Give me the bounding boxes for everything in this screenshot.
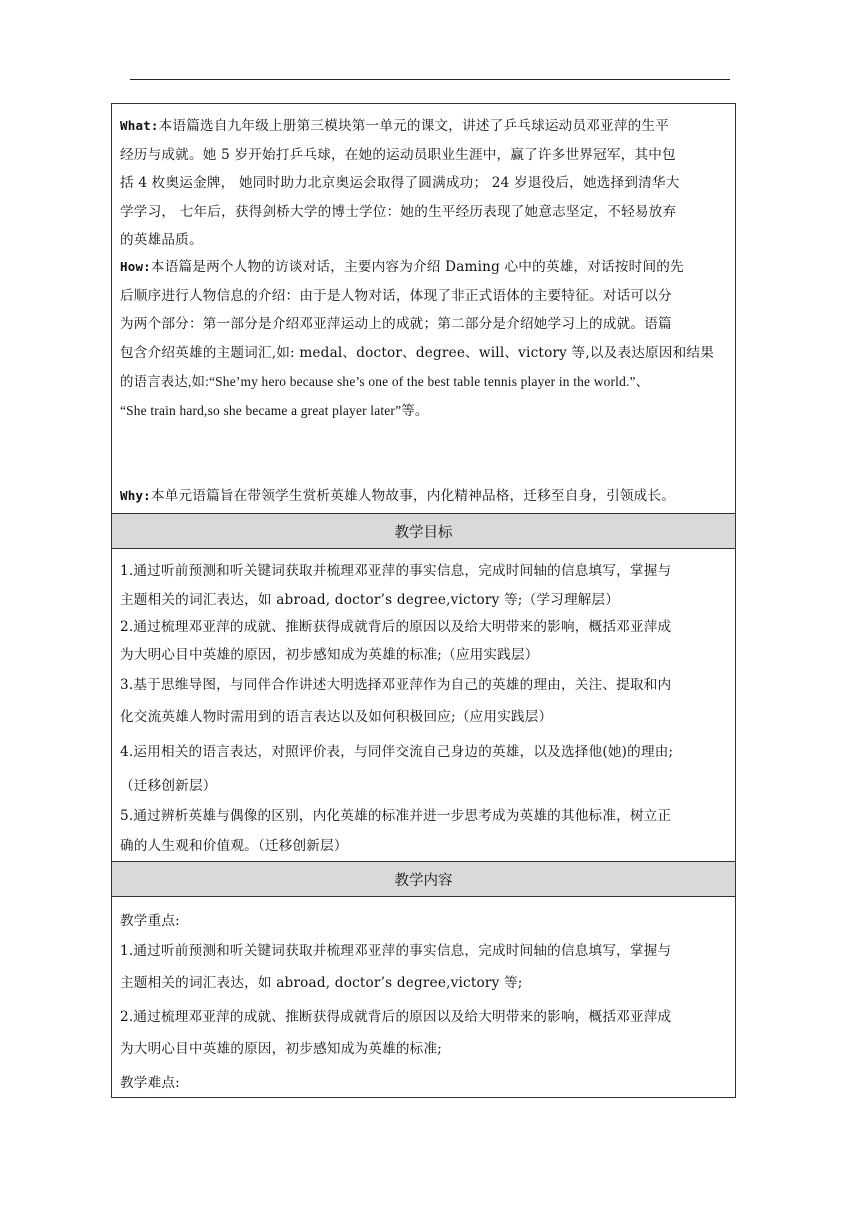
key-points-label: 教学重点:: [120, 913, 180, 929]
objectives-cell: [112, 548, 735, 861]
how-line: 为两个部分：第一部分是介绍邓亚萍运动上的成就；第二部分是介绍她学习上的成就。语篇: [120, 316, 672, 333]
how-line: “She train hard,so she became a great player later”等。: [120, 402, 429, 418]
how-paragraph: [120, 253, 714, 425]
objective-item: [120, 669, 671, 733]
objective-item: [120, 735, 673, 803]
objective-line: （迁移创新层）: [120, 778, 217, 794]
how-line: 本语篇是两个人物的访谈对话，主要内容为介绍 Daming 心中的英雄，对话按时间的先: [150, 259, 684, 275]
lesson-plan-table: [111, 103, 736, 1098]
why-paragraph: [120, 482, 675, 510]
objective-line: 4.运用相关的语言表达，对照评价表，与同伴交流自己身边的英雄，以及选择他(她)的理由;: [120, 744, 674, 760]
how-line: 的语言表达,如:“She’my hero because she’s one of the best table tennis player in the world.”、: [120, 373, 650, 389]
what-label: What:: [120, 118, 159, 133]
content-header: [112, 861, 735, 896]
objective-line: 主题相关的词汇表达，如 abroad, doctor’s degree,victory 等;（学习理解层）: [120, 592, 620, 608]
what-line: 经历与成就。她 5 岁开始打乒乓球，在她的运动员职业生涯中，赢了许多世界冠军，其中包: [120, 146, 676, 163]
objective-line: 确的人生观和价值观。（迁移创新层）: [120, 838, 348, 854]
what-line: 括 4 枚奥运金牌， 她同时助力北京奥运会取得了圆满成功； 24 岁退役后，她选择到清华大: [120, 175, 680, 191]
objective-line: 化交流英雄人物时需用到的语言表达以及如何积极回应;（应用实践层）: [120, 709, 553, 725]
objective-line: 3.基于思维导图，与同伴合作讲述大明选择邓亚萍作为自己的英雄的理由，关注、提取和内: [120, 677, 672, 693]
key-point-item: [120, 1001, 671, 1065]
difficulties-label: 教学难点:: [120, 1075, 180, 1091]
key-point-line: 1.通过听前预测和听关键词获取并梳理邓亚萍的事实信息，完成时间轴的信息填写，掌握与: [120, 943, 672, 959]
what-line: 本语篇选自九年级上册第三模块第一单元的课文，讲述了乒乓球运动员邓亚萍的生平: [158, 118, 670, 134]
objective-item: [120, 801, 671, 861]
content-title: 教学内容: [394, 872, 453, 889]
objective-line: 1.通过听前预测和听关键词获取并梳理邓亚萍的事实信息，完成时间轴的信息填写，掌握与: [120, 563, 672, 579]
why-label: Why:: [120, 488, 151, 503]
objective-item: [120, 555, 671, 616]
objective-line: 2.通过梳理邓亚萍的成就、推断获得成就背后的原因以及给大明带来的影响，概括邓亚萍成: [120, 619, 672, 635]
objective-item: [120, 613, 671, 669]
key-point-line: 2.通过梳理邓亚萍的成就、推断获得成就背后的原因以及给大明带来的影响，概括邓亚萍成: [120, 1009, 672, 1025]
objective-line: 为大明心目中英雄的原因，初步感知成为英雄的标准;（应用实践层）: [120, 647, 539, 663]
key-point-line: 为大明心目中英雄的原因，初步感知成为英雄的标准;: [120, 1041, 443, 1057]
what-line: 学学习， 七年后，获得剑桥大学的博士学位：她的生平经历表现了她意志坚定，不轻易放弃: [120, 203, 677, 220]
why-text: 本单元语篇旨在带领学生赏析英雄人物故事，内化精神品格，迁移至自身，引领成长。: [150, 488, 676, 504]
objective-line: 5.通过辨析英雄与偶像的区别，内化英雄的标准并进一步思考成为英雄的其他标准，树立正: [120, 808, 672, 824]
header-rule: [130, 79, 730, 80]
key-point-item: [120, 935, 671, 999]
objectives-header: [112, 513, 735, 548]
how-line: 包含介绍英雄的主题词汇,如: medal、doctor、degree、will、victory 等,以及表达原因和结果: [120, 345, 715, 362]
what-line: 的英雄品质。: [120, 232, 203, 248]
how-label: How:: [120, 259, 151, 274]
content-cell: [112, 896, 735, 1097]
key-point-line: 主题相关的词汇表达，如 abroad, doctor’s degree,victory 等;: [120, 975, 523, 991]
what-paragraph: [120, 112, 680, 255]
how-line: 后顺序进行人物信息的介绍：由于是人物对话，体现了非正式语体的主要特征。对话可以分: [120, 287, 672, 304]
objectives-title: 教学目标: [394, 524, 453, 541]
text-analysis-cell: [112, 104, 735, 513]
